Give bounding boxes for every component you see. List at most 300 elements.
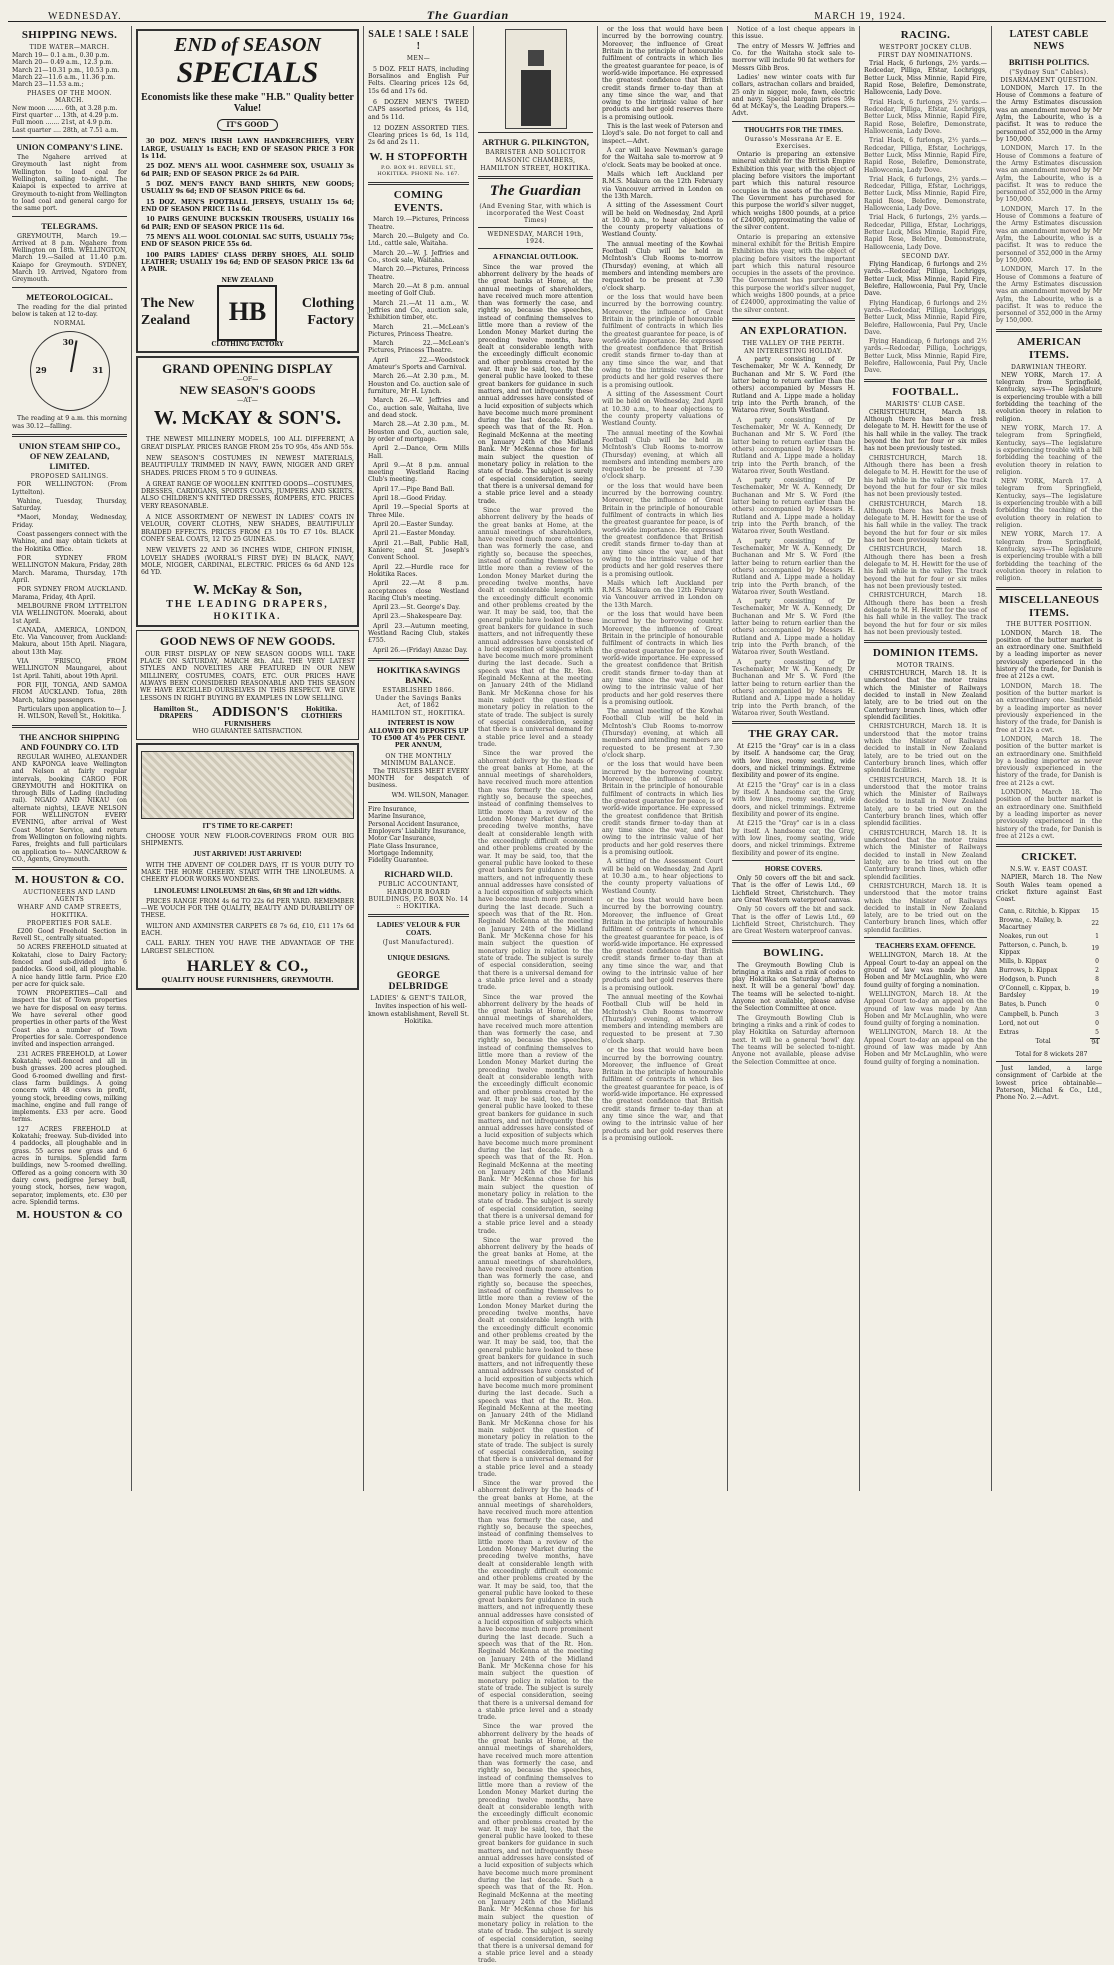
- moon-line: Last quarter .... 28th, at 7.51 a.m.: [12, 126, 119, 134]
- batsman-name: Browne, c. Mailey, b. Macartney: [999, 916, 1063, 931]
- hb-logo-icon: HB: [217, 285, 277, 341]
- racing-sub2: FIRST DAY NOMINATIONS.: [878, 52, 973, 60]
- mckay-para: NEW VELVETS 22 AND 36 INCHES WIDE, CHIFON FINISH, LOVELY SHADES (WORRAL'S FIRST DYE) IN BLACK, NAVY, MOLE, NIGGER, CARDINAL, ELECTRIC. PRICES 6s 6d AND 12s 6d YD.: [141, 547, 354, 577]
- exploration-text: A party consisting of Dr Teschemaker, Mr W. A. Kennedy, Dr Buchanan and Mr S. W. Ford (the latter being to return earlier than the others) accompanied by Messrs H. Rutland and A. Lippe made a holiday trip into the Perth branch, of the Wataroa river, South Westland.: [732, 356, 855, 415]
- cable-sub: BRITISH POLITICS.: [1008, 56, 1090, 67]
- barometer-dial-icon: [30, 331, 110, 411]
- table-row: [998, 1001, 1100, 1008]
- gauge-left-number: 29: [35, 365, 47, 376]
- mckay-para: A NICE ASSORTMENT OF NEWEST IN LADIES' COATS IN VELOUR, COVERT CLOTHS, NEW SHADES, BEAUTIFULLY BRAIDED EFFECTS. PRICES FROM £3 10s TO £7 10s. BLACK CONEY SEAL COATS, 12 TO 25 GUINEAS.: [141, 514, 354, 544]
- racing-sub3: SECOND DAY.: [901, 252, 950, 260]
- cable-text: LONDON, March 17. In the House of Commons a feature of the Army Estimates discussion was an amendment moved by Mr Aylm, the Labourite, who is a pacifist. It was to reduce the personnel of 352,000 in the Army by 150,000.: [996, 145, 1102, 204]
- pilkington-name: ARTHUR G. PILKINGTON,: [482, 137, 589, 147]
- exploration-text: A party consisting of Dr Teschemaker, Mr W. A. Kennedy, Dr Buchanan and Mr S. W. Ford (the latter being to return earlier than the others) accompanied by Messrs H. Rutland and A. Lippe made a holiday trip into the Perth branch, of the Wataroa river, South Westland.: [732, 477, 855, 536]
- football-text: CHRISTCHURCH, March 18. Although there has been a fresh delegate to M. H. Hewitt for the use of his hall while in the valley. The track beyond the hut for four or six miles has not been previously tested.: [864, 500, 987, 545]
- teachers-text: WELLINGTON, March 18. At the Appeal Court to-day an appeal on the ground of law was made by Ann Hoben and Mr McLaughlin, who were found guilty of forging a nomination.: [864, 990, 987, 1028]
- savings-title: HOKITIKA SAVINGS BANK.: [376, 665, 461, 686]
- usc-line: MELBOURNE FROM LYTTELTON VIA WELLINGTON. Moeraki, about 1st April.: [12, 602, 127, 625]
- mckay-foot2: THE LEADING DRAPERS,: [166, 599, 329, 611]
- houston-item: 231 ACRES FREEHOLD, at Lower Kokatahi; well-fenced and all in bush grasses. 200 acres ploughed. Good 6-roomed dwelling and first-class farm buildings. A going concern with 48 cows in profit, young stock, breeding cows, milking machine, engine and full range of implements. £33 per acre. Good terms.: [12, 1050, 127, 1124]
- coming-event: April 23.—St. George's Day.: [373, 604, 461, 612]
- coming-event: April 23.—Autumn meeting, Westland Racing Club, stakes £755.: [368, 622, 469, 645]
- harley-call: CALL EARLY. THEN YOU HAVE THE ADVANTAGE OF THE LARGEST SELECTION.: [141, 940, 354, 955]
- column-8: [992, 26, 1106, 1491]
- usc-sub: PROPOSED SAILINGS.: [30, 473, 109, 481]
- pilkington-sub2: MASONIC CHAMBERS,: [495, 157, 576, 165]
- houston-item: TOWN PROPERTIES—Call and inspect the list of Town properties we have for disposal on easy terms. We have several other good properties in other parts of the West Coast also a number of Town Properties for sale. Correspondence invited and inspection arranged.: [12, 990, 127, 1049]
- usc-line: FOR SYDNEY FROM WELLINGTON Makura, Friday, 28th March. Marama, Thursday, 17th April.: [12, 555, 127, 584]
- gray-car-title: THE GRAY CAR.: [748, 728, 839, 741]
- hb-right: Clothing Factory: [301, 296, 354, 328]
- pilkington-address: HAMILTON STREET, HOKITIKA.: [480, 165, 591, 173]
- news-paragraph: or the loss that would have been incurred by the borrowing country. Moreover, the influence of Great Britain in the principle of honourable fulfilment of contracts in which lies the greatest guarantee for peace, is of world-wide importance. He expressed the greatest confidence that British credit stands firmer to-day than at any time since the war, and that owing to the intrinsic value of her products and her gold reserves there is a promising outlook.: [602, 761, 723, 857]
- carpet-illustration-icon: [141, 751, 354, 819]
- gray-car-text: At £215 the "Gray" car is in a class by itself. A handsome car, the Gray, with low lines, roomy seating, wide doors, and nickel trimmings. Extreme flexibility and power of its engine.: [732, 781, 855, 818]
- coming-event: March 20.—At 8 p.m. annual meeting of Golf Club.: [368, 282, 469, 298]
- telegrams-title: TELEGRAMS.: [41, 220, 98, 231]
- savings-on: ON THE MONTHLY MINIMUM BALANCE.: [381, 752, 456, 767]
- column-5: [598, 26, 728, 1491]
- insurance-line: Employers' Liability Insurance,: [368, 827, 466, 835]
- addison-text: OUR FIRST DISPLAY OF NEW SEASON GOODS WILL TAKE PLACE ON SATURDAY, MARCH 8th. ALL THE VERY LATEST STYLES AND NOVELTIES ARE FEATURED IN OUR NEW MILLINERY, COSTUMES, COATS, ETC. OUR PRICES HAVE ALWAYS BEEN CONSIDERED REASONABLE AND THIS SEASON WE HAVE EXCELLED OURSELVES IN THIS RESPECT. WE GIVE LESSONS IN RIGHT BUYING BY EXAMPLES IN LOW SELLING.: [140, 650, 355, 702]
- table-row: [998, 1020, 1100, 1027]
- tide-line: March 21—10.31 p.m., 10.53 p.m.: [12, 66, 120, 74]
- sale-title: SALE ! SALE ! SALE !: [368, 29, 469, 52]
- racing-title: RACING.: [900, 29, 951, 41]
- coming-event: March 22.—McLean's Pictures, Princess Theatre.: [368, 340, 469, 355]
- news-paragraph: A car will leave Newman's garage for the Waitaha sale to-morrow at 9 o'clock. Seats may be booked at once.: [602, 147, 723, 169]
- mckay-foot3: HOKITIKA.: [213, 610, 282, 621]
- dominion-title: DOMINION ITEMS.: [872, 647, 979, 660]
- coming-event: March 26.—At 2.30 p.m., M. Houston and Co. auction sale of furniture, Mr H. Lynch.: [368, 373, 469, 396]
- mckay-at: —AT—: [237, 397, 258, 405]
- batsman-name: Lord, not out: [999, 1019, 1039, 1027]
- moon-line: Full moon ....... 21st, at 4.9 p.m.: [12, 119, 113, 127]
- batsman-name: Campbell, b. Punch: [999, 1010, 1059, 1018]
- coming-event: March 20.—Bulgety and Co. Ltd., cattle sale, Waitaha.: [368, 233, 469, 248]
- football-title: FOOTBALL.: [892, 385, 959, 398]
- sale-sub: MEN—: [406, 54, 431, 62]
- football-text: CHRISTCHURCH, March 18. Although there has been a fresh delegate to M. H. Hewitt for the use of his hall while in the valley. The track beyond the hut for four or six miles has not been previously tested.: [864, 592, 987, 636]
- harley-lino: LINOLEUMS! LINOLEUMS! 2ft 6ins, 6ft 9ft and 12ft widths.: [153, 886, 342, 895]
- batsman-name: Extras: [999, 1028, 1019, 1036]
- news-paragraph: or the loss that would have been incurred by the borrowing country. Moreover, the influence of Great Britain in the principle of honourable fulfilment of contracts in which lies the greatest guarantee for peace, is of world-wide importance. He expressed the greatest confidence that British credit stands firmer to-day than at any time since the war, and that owing to the intrinsic value of her products and her gold reserves there is a promising outlook.: [602, 293, 723, 389]
- columns: [8, 26, 1106, 1965]
- column-4: [474, 26, 598, 1965]
- misc-text: LONDON, March 18. The position of the butter market is an extraordinary one. Smithfield by a leading importer as never previously experienced in the history of the trade, for Danish is free at 212s a cwt.: [996, 735, 1102, 787]
- coming-event: April 18.—Good Friday.: [373, 495, 447, 503]
- offer-item: 30 DOZ. MEN'S IRISH LAWN HANDKERCHIEFS, VERY LARGE, USUALLY 1s EACH; END OF SEASON PRICE 3 FOR 1s 11d.: [141, 138, 354, 161]
- savings-est: ESTABLISHED 1866.: [382, 687, 455, 695]
- hb-logo-bottom: CLOTHING FACTORY: [211, 340, 284, 348]
- column-2: [132, 26, 364, 1491]
- exploration-title: AN EXPLORATION.: [740, 325, 847, 338]
- financial-outlook-text: Since the war proved the abhorrent delivery by the heads of the great banks at Home, at the annual meetings of shareholders, have received much more attention than was formerly the case, and rightly so, because the speeches, instead of confining themselves to little more than a review of the London Money Market during the preceding twelve months, have dealt at considerable length with the exceedingly difficult economic and other problems created by the war. It may be said, too, that the general public have looked to these great bankers for guidance in such matters, and not infrequently these annual addresses have consisted of a lucid exposition of subjects which have become much more prominent during the last decade. Such a speech was that of the Rt. Hon. Reginald McKenna at the meeting on January 24th of the Midland Bank. Mr McKenna chose for his main subject the question of monetary policy in relation to the state of trade. The subject is surely of especial consideration, seeing that there is a universal demand for a stable price level and a steady trade.: [478, 506, 593, 748]
- hb-left: The New Zealand: [141, 296, 195, 328]
- usc-line: *Maori, Monday, Wednesday, Friday.: [12, 514, 127, 529]
- coming-event: April 22.—Hurdle race for Hokitika Races.: [368, 563, 469, 578]
- coming-event: April 2.—Dance, Orm Mills Hall.: [368, 445, 469, 460]
- houston-sub: AUCTIONEERS AND LAND AGENTS: [23, 889, 116, 904]
- news-paragraph: A sitting of the Assessment Court will be held on Wednesday, 2nd April at 10.30 a.m., to hear objections to the county property valuations of Westland County.: [602, 858, 723, 895]
- delbridge-sub: LADIES' & GENT'S TAILOR,: [370, 995, 467, 1003]
- table-row: [998, 985, 1100, 999]
- racing-text: Trial Hack, 6 furlongs, 2½ yards.—Redcedar, Pilliga, Efstar, Lochriggs, Better Luck, Miss Minnie, Rapid Fire, Rapid Rose, Belefire, Demonstrate, Hallowcenia, Lady Dove.: [864, 175, 987, 213]
- batsman-runs: 19: [1091, 945, 1099, 953]
- batsman-runs: 19: [1091, 988, 1099, 996]
- gauge-normal-label: NORMAL: [53, 320, 86, 328]
- racing-text2: Flying Handicap, 6 furlongs and 2½ yards.—Redcedar, Pilliga, Lochriggs, Better Luck, Miss Minnie, Rapid Fire, Belefire, Hallowcenia, Paul Pry, Uncle Dave.: [864, 299, 987, 336]
- batsman-name: O'Connell, c. Kippax, b. Bardsley: [999, 985, 1071, 1000]
- racing-text: Trial Hack, 6 furlongs, 2½ yards.—Redcedar, Pilliga, Efstar, Lochriggs, Better Luck, Miss Minnie, Rapid Fire, Rapid Rose, Belefire, Demonstrate, Hallowcenia, Lady Dove.: [864, 98, 987, 135]
- harley-para: WITH THE ADVENT OF COLDER DAYS, IT IS YOUR DUTY TO MAKE THE HOME CHEERY. START WITH THE LINOLEUMS. A CHEERY FLOOR WORKS WONDERS.: [141, 861, 354, 884]
- coming-event: April 21.—Easter Monday.: [373, 530, 456, 538]
- gauge-top-number: 30: [62, 337, 74, 348]
- houston-item: £200 Good Freehold Section in Revell St., centrally situated.: [12, 927, 127, 942]
- houston-foot: M. HOUSTON & CO: [16, 1209, 123, 1222]
- addison-right: Hokitika. CLOTHIERS: [301, 706, 343, 721]
- news-paragraph: This is the last week of Paterson and Lloyd's sale. Do not forget to call and inspect.—Advt.: [602, 123, 723, 145]
- batsman-name: Bates, b. Punch: [999, 1001, 1047, 1009]
- cricket-sub: N.S.W. v. EAST COAST.: [1009, 866, 1089, 874]
- masthead: [8, 6, 1106, 22]
- insurance-line: Fidelity Guarantee.: [368, 857, 429, 865]
- cricket-scorecard: [996, 906, 1102, 1048]
- financial-outlook-text: Since the war proved the abhorrent delivery by the heads of the great banks at Home, at the annual meetings of shareholders, have received much more attention than was formerly the case, and rightly so, because the speeches, instead of confining themselves to little more than a review of the London Money Market during the preceding twelve months, have dealt at considerable length with the exceedingly difficult economic and other problems created by the war. It may be said, too, that the general public have looked to these great bankers for guidance in such matters, and not infrequently these annual addresses have consisted of a lucid exposition of subjects which have become much more prominent during the last decade. Such a speech was that of the Rt. Hon. Reginald McKenna at the meeting on January 24th of the Midland Bank. Mr McKenna chose for his main subject the question of monetary policy in relation to the state of trade. The subject is surely of especial consideration, seeing that there is a universal demand for a stable price level and a steady trade.: [478, 263, 593, 505]
- bowling-text: The Greymouth Bowling Club is bringing a rinks and a rink of codes to play Hokitika on Saturday afternoon next. It will be a general 'bowl' day. The teams will be selected to-night. Anyone not available, please advise the Selection Committee at once.: [732, 961, 855, 1013]
- column-7: [860, 26, 992, 1491]
- usc-title: UNION STEAM SHIP CO., OF NEW ZEALAND, LIMITED.: [18, 441, 121, 472]
- harley-ad: [136, 743, 359, 990]
- union-text: The Ngahere arrived at Greymouth last night from Wellington to load coal for Wellington, sailing to-night. The Kaiapoi is expected to arrive at Greymouth to-night from Wellington to load coal and general cargo for the same port.: [12, 154, 127, 213]
- misc-text: LONDON, March 18. The position of the butter market is an extraordinary one. Smithfield by a leading importer as never previously experienced in the history of the trade, for Danish is free at 212s a cwt.: [996, 682, 1102, 734]
- delbridge-name: GEORGE DELBRIDGE: [388, 970, 449, 992]
- addison-name: ADDISON'S: [212, 704, 289, 720]
- news-paragraph: Mails which left Auckland per R.M.S. Makura on the 12th February via Vancouver arrived in London on the 13th March.: [602, 579, 723, 609]
- coming-event: April 26.—(Friday) Anzac Day.: [373, 646, 468, 654]
- exploration-sub2: AN INTERESTING HOLIDAY.: [744, 348, 843, 356]
- cable-text: LONDON, March 17. In the House of Commons a feature of the Army Estimates discussion was an amendment moved by Mr Aylm, the Labourite, who is a pacifist. It was to reduce the personnel of 352,000 in the Army by 150,000.: [996, 205, 1102, 264]
- dominion-text: CHRISTCHURCH, March 18. It is understood that the motor trains which the Minister of Railways decided to install in New Zealand lately, are to be tried out on the Canterbury branch lines, which offer splendid facilities.: [864, 776, 987, 828]
- gray-car-text: At £215 the "Gray" car is in a class by itself. A handsome car, the Gray, with low lines, roomy seating, wide doors, and nickel trimmings. Extreme flexibility and power of its engine.: [732, 743, 855, 780]
- telegrams-text: GREYMOUTH, March 19.—Arrived at 8 p.m. Ngahere from Wellington on 18th. WELLINGTON, March 19.—Sailed at 11.40 p.m. Kaiapo for Greymouth. SYDNEY, March 19. Arrived, Ngatoro from Greymouth.: [12, 232, 127, 284]
- batsman-name: Noakes, run out: [999, 932, 1048, 940]
- insurance-line: Marine Insurance,: [368, 813, 426, 821]
- total-runs: 94: [1091, 1038, 1099, 1046]
- table-row: [998, 942, 1100, 956]
- misc-text: LONDON, March 18. The position of the butter market is an extraordinary one. Smithfield by a leading importer as never previously experienced in the history of the trade, for Danish is free at 212s a cwt.: [996, 789, 1102, 840]
- batsman-runs: 8: [1095, 976, 1099, 984]
- meteorological-foot: The reading at 9 a.m. this morning was 30.12—falling.: [12, 415, 127, 430]
- wild-address: HARBOUR BOARD BUILDINGS, P.O. BOX No. 14 :: HOKITIKA.: [368, 888, 469, 910]
- batsman-name: Burrows, b. Kippax: [999, 967, 1058, 975]
- specials-main: SPECIALS: [176, 55, 319, 89]
- mckay-foot: W. McKay & Son,: [193, 582, 302, 598]
- sale-item: 6 DOZEN MEN'S TWEED CAPS assorted prices, 4s 11d, and 5s 11d.: [368, 98, 469, 121]
- mckay-name: W. McKAY & SON'S.: [153, 406, 342, 429]
- harley-prices: PRICES RANGE FROM 4s 6d TO 22s 6d PER YARD. REMEMBER—WE VOUCH FOR THE QUALITY, BEAUTY AND DURABILITY OF THESE.: [141, 897, 354, 920]
- cable-text: LONDON, March 17. In the House of Commons a feature of the Army Estimates discussion was an amendment moved by Mr Aylm, the Labourite, who is a pacifist. It was to reduce the personnel of 352,000 in the Army by 150,000.: [996, 84, 1102, 143]
- savings-act: Under the Savings Banks Act, of 1862: [375, 695, 462, 710]
- american-sub: DARWINIAN THEORY.: [1011, 363, 1087, 371]
- misc-text: LONDON, March 18. The position of the butter market is an extraordinary one. Smithfield by a leading importer as never previously experienced in the history of the trade, for Danish is free at 212s a cwt.: [996, 629, 1102, 681]
- moon-title: PHASES OF THE MOON. MARCH.: [27, 89, 112, 104]
- stopforth-address: P.O. BOX 91. REVELL ST., HOKITIKA. PHONE No. 167.: [377, 164, 460, 177]
- coming-event: March 20.—W. J. Jeffries and Co., stock sale, Waitaha.: [368, 249, 469, 265]
- news-paragraph: The annual meeting of the Kowhai Football Club will be held in McIntosh's Club Rooms to-morrow (Thursday) evening, at which all members and intending members are requested to be present at 7.30 o'clock sharp.: [602, 708, 723, 759]
- velour-title: LADIES' VELOUR & FUR COATS.: [376, 920, 461, 938]
- news-paragraph: Notice of a lost cheque appears in this issue.: [732, 26, 855, 41]
- hb-logo-top: NEW ZEALAND: [221, 277, 274, 285]
- insurance-line: Mortgage Indemnity,: [368, 849, 434, 857]
- insurance-line: Fire Insurance,: [368, 806, 417, 814]
- batsman-name: Mills, b. Kippax: [999, 958, 1047, 966]
- teachers-text: WELLINGTON, March 18. At the Appeal Court to-day an appeal on the ground of law was made by Ann Hoben and Mr McLaughlin, who were found guilty of forging a nomination.: [864, 1029, 987, 1066]
- bowling-title: BOWLING.: [763, 946, 824, 959]
- news-paragraph: or the loss that would have been incurred by the borrowing country. Moreover, the influence of Great Britain in the principle of honourable fulfilment of contracts in which lies the greatest guarantee for peace, is of world-wide importance. He expressed the greatest confidence that British credit stands firmer to-day than at any time since the war, and that owing to the intrinsic value of her products and her gold reserves there is a promising outlook.: [602, 896, 723, 992]
- coming-event: April 22.—Woodstock Amateur's Sports and Carnival.: [368, 356, 469, 372]
- hb-tagline: Economists like these make "H.B." Quality better Value!: [141, 91, 354, 115]
- batsman-name: Cann, c. Ritchie, b. Kippax: [999, 907, 1080, 915]
- news-paragraph: A sitting of the Assessment Court will be held on Wednesday, 2nd April at 10.30 a.m., to hear objections to the county property valuations of Westland County.: [602, 202, 723, 239]
- carbide-ad: Just landed, a large consignment of Carbide at the lowest price obtainable—Paterson, Michal & Co., Ltd., Phone No. 2.—Advt.: [996, 1065, 1102, 1102]
- news-paragraph: The entry of Messrs W. Jeffries and Co. for the Waitaha stock sale to-morrow will include 90 fat wethers for Messrs Gibb Bros.: [732, 42, 855, 72]
- dominion-text: CHRISTCHURCH, March 18. It is understood that the motor trains which the Minister of Railways decided to install in New Zealand lately, are to be tried out on the Canterbury branch lines, which offer splendid facilities.: [864, 829, 987, 881]
- news-paragraph: The annual meeting of the Kowhai Football Club will be held in McIntosh's Club Rooms to-morrow (Thursday) evening, at which all members and intending members are requested to be present at 7.30 o'clock sharp.: [602, 994, 723, 1045]
- addison-foot: WHO GUARANTEE SATISFACTION.: [192, 728, 303, 736]
- addison-ad: [136, 630, 359, 740]
- guardian-sub: (And Evening Star, with which is incorporated the West Coast Times): [479, 202, 592, 225]
- specials-top: END of SEASON: [174, 34, 321, 56]
- racing-text2: Flying Handicap, 6 furlongs and 2½ yards.—Redcedar, Pilliga, Lochriggs, Better Luck, Miss Minnie, Rapid Fire, Belefire, Hallowcenia, Paul Pry, Uncle Dave.: [864, 261, 987, 298]
- insurance-line: Personal Accident Insurance,: [368, 820, 460, 828]
- pilkington-sub: BARRISTER AND SOLICITOR: [485, 149, 586, 157]
- offer-item: 75 MEN'S ALL WOOL COLONIAL SAC SUITS, USUALLY 75s; END OF SEASON PRICE 55s 6d.: [141, 233, 354, 249]
- wild-name: RICHARD WILD.: [384, 868, 453, 879]
- batsman-runs: 2: [1095, 967, 1099, 975]
- horse-covers-title: HORSE COVERS.: [764, 864, 823, 873]
- mckay-para: THE NEWEST MILLINERY MODELS, 100 ALL DIFFERENT, A GREAT DISPLAY. PRICES RANGE FROM 25s TO 95s, 45s AND 55s.: [141, 436, 354, 451]
- thoughts-text: Ontario is preparing an extensive mineral exhibit for the British Empire Exhibition this year, with the object of placing before visitors the important part which this natural resource occupies in the assets of the province. The Government has purchased for this purpose the world's silver nugget, which weighs 1800 pounds, at a price of £24000, approximating the value of the silver content.: [732, 233, 855, 314]
- exploration-text: A party consisting of Dr Teschemaker, Mr W. A. Kennedy, Dr Buchanan and Mr S. W. Ford (the latter being to return earlier than the others) accompanied by Messrs H. Rutland and A. Lippe made a holiday trip into the Perth branch, of the Wataroa river, South Westland.: [732, 658, 855, 717]
- teachers-title: TEACHERS EXAM. OFFENCE.: [875, 942, 976, 951]
- table-row: [998, 933, 1100, 940]
- addison-title: GOOD NEWS OF NEW GOODS.: [159, 633, 336, 648]
- news-paragraph: or the loss that would have been incurred by the borrowing country. Moreover, the influence of Great Britain in the principle of honourable fulfilment of contracts in which lies the greatest guarantee for peace, is of world-wide importance. He expressed the greatest confidence that British credit stands firmer to-day than at any time since the war, and that owing to the intrinsic value of her products and her gold reserves there is a promising outlook.: [602, 1047, 723, 1142]
- financial-outlook-text: Since the war proved the abhorrent delivery by the heads of the great banks at Home, at the annual meetings of shareholders, have received much more attention than was formerly the case, and rightly so, because the speeches, instead of confining themselves to little more than a review of the London Money Market during the preceding twelve months, have dealt at considerable length with the exceedingly difficult economic and other problems created by the war. It may be said, too, that the general public have looked to these great bankers for guidance in such matters, and not infrequently these annual addresses have consisted of a lucid exposition of subjects which have become much more prominent during the last decade. Such a speech was that of the Rt. Hon. Reginald McKenna at the meeting on January 24th of the Midland Bank. Mr McKenna chose for his main subject the question of monetary policy in relation to the state of trade. The subject is surely of especial consideration, seeing that there is a universal demand for a stable price level and a steady trade.: [478, 993, 593, 1235]
- coming-event: March 26.—W. Jeffries and Co., auction sale, Waitaha, live and dead stock.: [368, 397, 469, 419]
- savings-address: HAMILTON ST., HOKITIKA.: [371, 710, 466, 718]
- news-paragraph: Ladies' new winter coats with fur collars, astrachan collars and braided, 25 only in nigger, mole, fawn, electric and navy. Special bargain prices 59s 6d at McKay's, the Leading Drapers.—Advt.: [732, 73, 855, 118]
- mckay-sub: NEW SEASON'S GOODS: [179, 383, 316, 398]
- dominion-text: CHRISTCHURCH, March 18. It is understood that the motor trains which the Minister of Railways decided to install in New Zealand lately, are to be tried out on the Canterbury branch lines, which offer splendid facilities.: [864, 670, 987, 722]
- addison-sub: FURNISHERS: [224, 721, 271, 729]
- news-paragraph: The annual meeting of the Kowhai Football Club will be held in McIntosh's Club Rooms to-morrow (Thursday) evening, at which all members and intending members are requested to be present at 7.30 o'clock sharp.: [602, 429, 723, 481]
- offer-item: 10 PAIRS GENUINE BUCKSKIN TROUSERS, USUALLY 16s 6d PAIR; END OF SEASON PRICE 11s 6d.: [141, 216, 354, 231]
- coming-event: April 17.—Pipe Band Ball.: [373, 485, 455, 493]
- mckay-of: —OF—: [236, 375, 259, 383]
- sale-item: 12 DOZEN ASSORTED TIES. Clearing prices 1s 6d, 1s 11d, 2s 6d and 2s 11.: [368, 124, 469, 147]
- mckay-ad: [136, 356, 359, 627]
- financial-outlook-text: Since the war proved the abhorrent delivery by the heads of the great banks at Home, at the annual meetings of shareholders, have received much more attention than was formerly the case, and rightly so, because the speeches, instead of confining themselves to little more than a review of the London Money Market during the preceding twelve months, have dealt at considerable length with the exceedingly difficult economic and other problems created by the war. It may be said, too, that the general public have looked to these great bankers for guidance in such matters, and not infrequently these annual addresses have consisted of a lucid exposition of subjects which have become much more prominent during the last decade. Such a speech was that of the Rt. Hon. Reginald McKenna at the meeting on January 24th of the Midland Bank. Mr McKenna chose for his main subject the question of monetary policy in relation to the state of trade. The subject is surely of especial consideration, seeing that there is a universal demand for a stable price level and a steady trade.: [478, 750, 593, 992]
- coming-event: March 21.—McLean's Pictures, Princess Theatre.: [368, 323, 469, 338]
- cable-text: LONDON, March 17. In the House of Commons a feature of the Army Estimates discussion was an amendment moved by Mr Aylm, the Labourite, who is a pacifist. It was to reduce the personnel of 352,000 in the Army by 150,000.: [996, 266, 1102, 325]
- tide-line: March 19— 0.1 a.m., 0.30 p.m.: [12, 52, 110, 60]
- misc-sub: THE BUTTER POSITION.: [1006, 621, 1092, 629]
- mckay-para: NEW SEASON'S COSTUMES IN NEWEST MATERIALS, BEAUTIFULLY TRIMMED IN NAVY, FAWN, NIGGER AND GREY SHADES. PRICES FROM 5 TO 9 GUINEAS.: [141, 454, 354, 477]
- american-title: AMERICAN ITEMS.: [1016, 335, 1082, 361]
- american-text: NEW YORK, March 17. A telegram from Springfield, Kentucky, says—The legislature is experiencing trouble with a bill forbidding the teaching of the evolution theory in relation to religion.: [996, 424, 1102, 476]
- houston-title: M. HOUSTON & CO.: [14, 874, 125, 887]
- batsman-runs: 5: [1095, 1028, 1099, 1036]
- insurance-line: Motor Car Insurance,: [368, 835, 436, 843]
- tide-line: March 22—11.6 a.m., 11.36 p.m.: [12, 73, 116, 81]
- football-text: CHRISTCHURCH, March 18. Although there has been a fresh delegate to M. H. Hewitt for the use of his hall while in the valley. The track beyond the hut for four or six miles has not been previously tested.: [864, 546, 987, 590]
- sale-item: 5 DOZ. FELT HATS, including Borsalinos and English Fur Felts. Clearing prices 12s 6d, 15s 6d and 17s 6d.: [368, 65, 469, 95]
- financial-outlook-text: Since the war proved the abhorrent delivery by the heads of the great banks at Home, at the annual meetings of shareholders, have received much more attention than was formerly the case, and rightly so, because the speeches, instead of confining themselves to little more than a review of the London Money Market during the preceding twelve months, have dealt at considerable length with the exceedingly difficult economic and other problems created by the war. It may be said, too, that the general public have looked to these great bankers for guidance in such matters, and not infrequently these annual addresses have consisted of a lucid exposition of subjects which have become much more prominent during the last decade. Such a speech was that of the Rt. Hon. Reginald McKenna at the meeting on January 24th of the Midland Bank. Mr McKenna chose for his main subject the question of monetary policy in relation to the state of trade. The subject is surely of especial consideration, seeing that there is a universal demand for a stable price level and a steady trade.: [478, 1236, 593, 1478]
- batsman-runs: 15: [1091, 907, 1099, 915]
- batsman-runs: 0: [1095, 958, 1099, 966]
- thoughts-title: THOUGHTS FOR THE TIMES.: [744, 125, 843, 134]
- misc-title: MISCELLANEOUS ITEMS.: [998, 593, 1100, 619]
- anchor-title: THE ANCHOR SHIPPING AND FOUNDRY CO. LTD: [19, 731, 120, 752]
- hb-badge: IT'S GOOD: [217, 119, 277, 131]
- exploration-text: A party consisting of Dr Teschemaker, Mr W. A. Kennedy, Dr Buchanan and Mr S. W. Ford (the latter being to return earlier than the others) accompanied by Messrs H. Rutland and A. Lippe made a holiday trip into the Perth branch, of the Wataroa river, South Westland.: [732, 416, 855, 475]
- gray-car-text: At £215 the "Gray" car is in a class by itself. A handsome car, the Gray, with low lines, roomy seating, wide doors, and nickel trimmings. Extreme flexibility and power of its engine.: [732, 820, 855, 857]
- racing-text: Trial Hack, 6 furlongs, 2½ yards.—Redcedar, Pilliga, Efstar, Lochriggs, Better Luck, Miss Minnie, Rapid Fire, Rapid Rose, Belefire, Demonstrate, Hallowcenia, Lady Dove.: [864, 214, 987, 251]
- guardian-date: WEDNESDAY, MARCH 19th, 1924.: [487, 231, 584, 246]
- horse-covers-text: Only 50 covers off the bit and sack. That is the offer of Lewis Ltd., 69 Lichfield Street, Christchurch. They are Great Western waterproof canvas.: [732, 906, 855, 936]
- tide-title: TIDE WATER—MARCH.: [29, 43, 110, 51]
- column-3: [364, 26, 474, 1491]
- coming-event: March 28.—At 2.30 p.m., M. Houston and Co., auction sale, by order of mortgage.: [368, 421, 469, 443]
- offer-item: 15 DOZ. MEN'S FOOTBALL JERSEYS, USUALLY 15s 6d; END OF SEASON PRICE 11s 6d.: [141, 198, 354, 213]
- american-text: NEW YORK, March 17. A telegram from Springfield, Kentucky, says—The legislature is experiencing trouble with a bill forbidding the teaching of the evolution theory in relation to religion.: [996, 531, 1102, 583]
- batsman-runs: 0: [1095, 1019, 1099, 1027]
- cricket-foot: Total for 8 wickets 287: [1015, 1050, 1088, 1058]
- offer-item: 5 DOZ. MEN'S FANCY BAND SHIRTS, NEW GOODS; USUALLY 9s 6d; END OF SEASON PRICE 6s 6d.: [141, 181, 354, 196]
- football-sub: MARISTS' CLUB CASE.: [885, 400, 966, 408]
- velour-designs: UNIQUE DESIGNS.: [387, 954, 450, 963]
- harley-text: CHOOSE YOUR NEW FLOOR-COVERINGS FROM OUR BIG SHIPMENTS.: [141, 832, 354, 848]
- batsman-name: Patterson, c. Punch, b. Kippax: [999, 941, 1068, 956]
- financial-outlook-text: Since the war proved the abhorrent delivery by the heads of the great banks at Home, at the annual meetings of shareholders, have received much more attention than was formerly the case, and rightly so, because the speeches, instead of confining themselves to little more than a review of the London Money Market during the preceding twelve months, have dealt at considerable length with the exceedingly difficult economic and other problems created by the war. It may be said, too, that the general public have looked to these great bankers for guidance in such matters, and not infrequently these annual addresses have consisted of a lucid exposition of subjects which have become much more prominent during the last decade. Such a speech was that of the Rt. Hon. Reginald McKenna at the meeting on January 24th of the Midland Bank. Mr McKenna chose for his main subject the question of monetary policy in relation to the state of trade. The subject is surely of especial consideration, seeing that there is a universal demand for a stable price level and a steady trade.: [478, 1480, 593, 1722]
- usc-line: FOR FIJI, TONGA, AND SAMOA FROM AUCKLAND. Tofua, 28th March, taking passengers.: [12, 682, 127, 704]
- exploration-text: A party consisting of Dr Teschemaker, Mr W. A. Kennedy, Dr Buchanan and Mr S. W. Ford (the latter being to return earlier than the others) accompanied by Messrs H. Rutland and A. Lippe made a holiday trip into the Perth branch, of the Wataroa river, South Westland.: [732, 598, 855, 657]
- cable-title: LATEST CABLE NEWS: [1009, 29, 1089, 52]
- coming-event: April 22.—At 8 p.m. acceptances close Westland Racing Club's meeting.: [368, 580, 469, 602]
- clothed-man-illustration-icon: [505, 29, 567, 129]
- financial-outlook-title: A FINANCIAL OUTLOOK.: [492, 253, 579, 262]
- usc-line: CANADA, AMERICA, LONDON, Etc. Via Vancouver, from Auckland: Makura, about 15th April. Niagara, about 13th May.: [12, 626, 127, 656]
- harley-caption: IT'S TIME TO RE-CARPET!: [202, 821, 293, 830]
- meteorological-title: METEOROLOGICAL.: [26, 291, 113, 302]
- hb-specials-ad: [136, 29, 359, 353]
- offer-item: 25 DOZ. MEN'S ALL WOOL CASHMERE SOX, USUALLY 3s 6d PAIR; END OF SEASON PRICE 2s 6d PAIR.: [141, 163, 354, 178]
- racing-text2: Flying Handicap, 6 furlongs and 2½ yards.—Redcedar, Pilliga, Lochriggs, Better Luck, Miss Minnie, Rapid Fire, Belefire, Hallowcenia, Paul Pry, Uncle Dave.: [864, 338, 987, 375]
- cricket-text: NAPIER, March 18. The New South Wales team opened a cricket fixture against East Coast.: [996, 874, 1102, 904]
- racing-text: Trial Hack, 6 furlongs, 2½ yards.—Redcedar, Pilliga, Efstar, Lochriggs, Better Luck, Miss Minnie, Rapid Fire, Rapid Rose, Belefire, Demonstrate, Hallowcenia, Lady Dove.: [864, 137, 987, 174]
- delbridge-text: Invites inspection of his well-known establishment, Revell St. Hokitika.: [368, 1003, 469, 1025]
- guardian-title: The Guardian: [489, 183, 582, 200]
- usc-line: VIA 'FRISCO, FROM WELLINGTON Maungarei, about 1st April. Tahiti, about 19th April.: [12, 658, 127, 680]
- insurance-line: Plate Glass Insurance,: [368, 842, 439, 850]
- thoughts-text: Ontario is preparing an extensive mineral exhibit for the British Empire Exhibition this year, with the object of placing before visitors the important part which this natural resource occupies in the assets of the province. The Government has purchased for this purpose the world's silver nugget, which weighs 1800 pounds, at a price of £24000, approximating the value of the silver content.: [732, 151, 855, 232]
- news-paragraph: or the loss that would have been incurred by the borrowing country. Moreover, the influence of Great Britain in the principle of honourable fulfilment of contracts in which lies the greatest guarantee for peace, is of world-wide importance. He expressed the greatest confidence that British credit stands firmer to-day than at any time since the war, and that owing to the intrinsic value of her products and her gold reserves there is a promising outlook.: [602, 611, 723, 706]
- teachers-text: WELLINGTON, March 18. At the Appeal Court to-day an appeal on the ground of law was made by Ann Hoben and Mr McLaughlin, who were found guilty of forging a nomination.: [864, 952, 987, 989]
- moon-line: First quarter ... 13th, at 4.29 p.m.: [12, 112, 119, 120]
- harley-foot: QUALITY HOUSE FURNISHERS, GREYMOUTH.: [161, 975, 334, 984]
- thoughts-sub: Ourasso's Messrana Ar E. E. Exercises.: [744, 136, 843, 151]
- column-6: [728, 26, 860, 1491]
- dominion-text: CHRISTCHURCH, March 18. It is understood that the motor trains which the Minister of Railways decided to install in New Zealand lately, are to be tried out on the Canterbury branch lines, which offer splendid facilities.: [864, 882, 987, 934]
- usc-foot: Particulars upon application to— J. H. WILSON, Revell St., Hokitika.: [17, 705, 127, 721]
- hb-footer: [141, 277, 354, 347]
- coming-event: March 20.—Pictures, Princess Theatre.: [368, 266, 469, 281]
- news-paragraph: The annual meeting of the Kowhai Football Club will be held in McIntosh's Club Rooms to-morrow (Thursday) evening, at which all members and intending members are requested to be present at 7.30 o'clock sharp.: [602, 240, 723, 292]
- table-row: [998, 1011, 1100, 1018]
- offer-item: 100 PAIRS LADIES' CLASS DERBY SHOES, ALL SOLID LEATHER; USUALLY 19s 6d; END OF SEASON PRICE 13s 6d A PAIR.: [141, 251, 354, 274]
- houston-sale: PROPERTIES FOR SALE.: [26, 919, 113, 927]
- coming-events-title: COMING EVENTS.: [393, 188, 444, 214]
- american-text: NEW YORK, March 17. A telegram from Springfield, Kentucky, says—The legislature is experiencing trouble with a bill forbidding the teaching of the evolution theory in relation to religion.: [996, 371, 1102, 423]
- news-paragraph: A sitting of the Assessment Court will be held on Wednesday, 2nd April at 10.30 a.m., to hear objections to the county property valuations of Westland County.: [602, 391, 723, 428]
- racing-sub: WESTPORT JOCKEY CLUB.: [879, 43, 972, 51]
- coming-event: March 21.—At 11 a.m., W. Jeffries and Co., auction sale, Exhibition timber, etc.: [368, 299, 469, 322]
- batsman-runs: 1: [1095, 932, 1099, 940]
- cricket-title: CRICKET.: [1021, 851, 1077, 864]
- batsman-runs: 0: [1095, 1001, 1099, 1009]
- coming-event: April 23.—Shakespeare Day.: [373, 613, 463, 621]
- american-text: NEW YORK, March 17. A telegram from Springfield, Kentucky, says—The legislature is experiencing trouble with a bill forbidding the teaching of the evolution theory in relation to religion.: [996, 478, 1102, 530]
- batsman-runs: 22: [1091, 920, 1099, 928]
- houston-item: 50 ACRES FREEHOLD situated at Kokatahi, close to Dairy Factory; fenced and sub-divided into 6 paddocks. Good soil, all ploughable. A nice handy little farm. Price £20 per acre for quick sale.: [12, 944, 127, 988]
- moon-line: New moon ........ 6th, at 3.28 p.m.: [12, 104, 118, 112]
- coming-event: April 21.—Ball, Public Hall, Kaniere; and St. Joseph's Convent School.: [368, 539, 469, 562]
- houston-address: WHARF AND CAMP STREETS, HOKITIKA.: [17, 904, 122, 919]
- football-text: CHRISTCHURCH, March 18. Although there has been a fresh delegate to M. H. Hewitt for the use of his hall while in the valley. The track beyond the hut for four or six miles has not been previously tested.: [864, 454, 987, 499]
- news-paragraph: or the loss that would have been incurred by the borrowing country. Moreover, the influence of Great Britain in the principle of honourable fulfilment of contracts in which lies the greatest guarantee for peace, is of world-wide importance. He expressed the greatest confidence that British credit stands firmer to-day than at any time since the war, and that owing to the intrinsic value of her products and her gold reserves there is a promising outlook.: [602, 26, 723, 121]
- table-row: [998, 967, 1100, 974]
- dominion-sub: MOTOR TRAINS.: [896, 662, 955, 670]
- addison-left: Hamilton St., DRAPERS: [153, 706, 199, 721]
- shipping-title: SHIPPING NEWS.: [21, 29, 118, 41]
- anchor-text: REGULAR WAIHEO, ALEXANDER AND KAPONGA leave Wellington and Nelson at fairly regular intervals, booking CARGO FOR GREYMOUTH and HOKITIKA on through Bills of Lading (including rail). NGAIO AND NIKAU (on alternate nights), LEAVE NELSON FOR WELLINGTON EVERY EVENING, after arrival of West Coast Motor Service, and return from Wellington on following nights. Fares, freights and full particulars on application to— NANCARROW & CO., Agents, Greymouth.: [12, 753, 127, 863]
- bowling-text: The Greymouth Bowling Club is bringing a rinks and a rink of codes to play Hokitika on Saturday afternoon next. It will be a general 'bowl' day. The teams will be selected to-night. Anyone not available, please advise the Selection Committee at once.: [732, 1014, 855, 1066]
- coming-event: April 20.—Easter Sunday.: [373, 521, 454, 529]
- coming-event: March 19.—Pictures, Princess Theatre.: [368, 216, 469, 231]
- football-text: CHRISTCHURCH, March 18. Although there has been a fresh delegate to M. H. Hewitt for the use of his hall while in the valley. The track beyond the hut for four or six miles has not been previously tested.: [864, 408, 987, 453]
- houston-item: 127 ACRES FREEHOLD at Kokatahi; freeway. Sub-divided into 4 paddocks, all ploughable and in grass. 55 acres new grass and 6 acres in turnips. Splendid farm buildings, new 5-roomed dwelling. Offered as a going concern with 30 dairy cows, pedigree Jersey bull, young stock, horses, new wagon, separator, implements, etc. £30 per acre. Splendid terms.: [12, 1125, 127, 1206]
- gauge-right-number: 31: [92, 365, 104, 376]
- tide-line: March 23—11.53 a.m.;: [12, 81, 84, 89]
- horse-covers-text: Only 50 covers off the bit and sack. That is the offer of Lewis Ltd., 69 Lichfield Street, Christchurch. They are Great Western waterproof canvas.: [732, 875, 855, 904]
- table-row-total: [998, 1038, 1100, 1046]
- tide-line: March 20— 0.49 a.m., 12.3 p.m.: [12, 59, 114, 67]
- batsman-runs: 3: [1095, 1010, 1099, 1018]
- meteorological-text: The reading for the dial printed below is taken at 12 to-day.: [12, 303, 127, 319]
- usc-line: FOR WELLINGTON: (From Lyttelton).: [12, 481, 127, 496]
- table-row: [998, 917, 1100, 931]
- stopforth-name: W. H STOPFORTH: [369, 150, 468, 163]
- harley-just: JUST ARRIVED! JUST ARRIVED!: [193, 850, 302, 859]
- savings-interest: INTEREST IS NOW ALLOWED ON DEPOSITS UP TO £500 AT 4½ PER CENT. PER ANNUM,: [368, 720, 469, 750]
- table-row: [998, 908, 1100, 915]
- total-label: Total: [1035, 1038, 1051, 1046]
- cable-source: ("Sydney Sun" Cables).: [1009, 68, 1089, 76]
- racing-text: Trial Hack, 6 furlongs, 2½ yards.—Redcedar, Pilliga, Efstar, Lochriggs, Better Luck, Miss Minnie, Rapid Fire, Rapid Rose, Belefire, Demonstrate, Hallowcenia, Lady Dove.: [864, 60, 987, 97]
- dominion-text: CHRISTCHURCH, March 18. It is understood that the motor trains which the Minister of Railways decided to install in New Zealand lately, are to be tried out on the Canterbury branch lines, which offer splendid facilities.: [864, 723, 987, 775]
